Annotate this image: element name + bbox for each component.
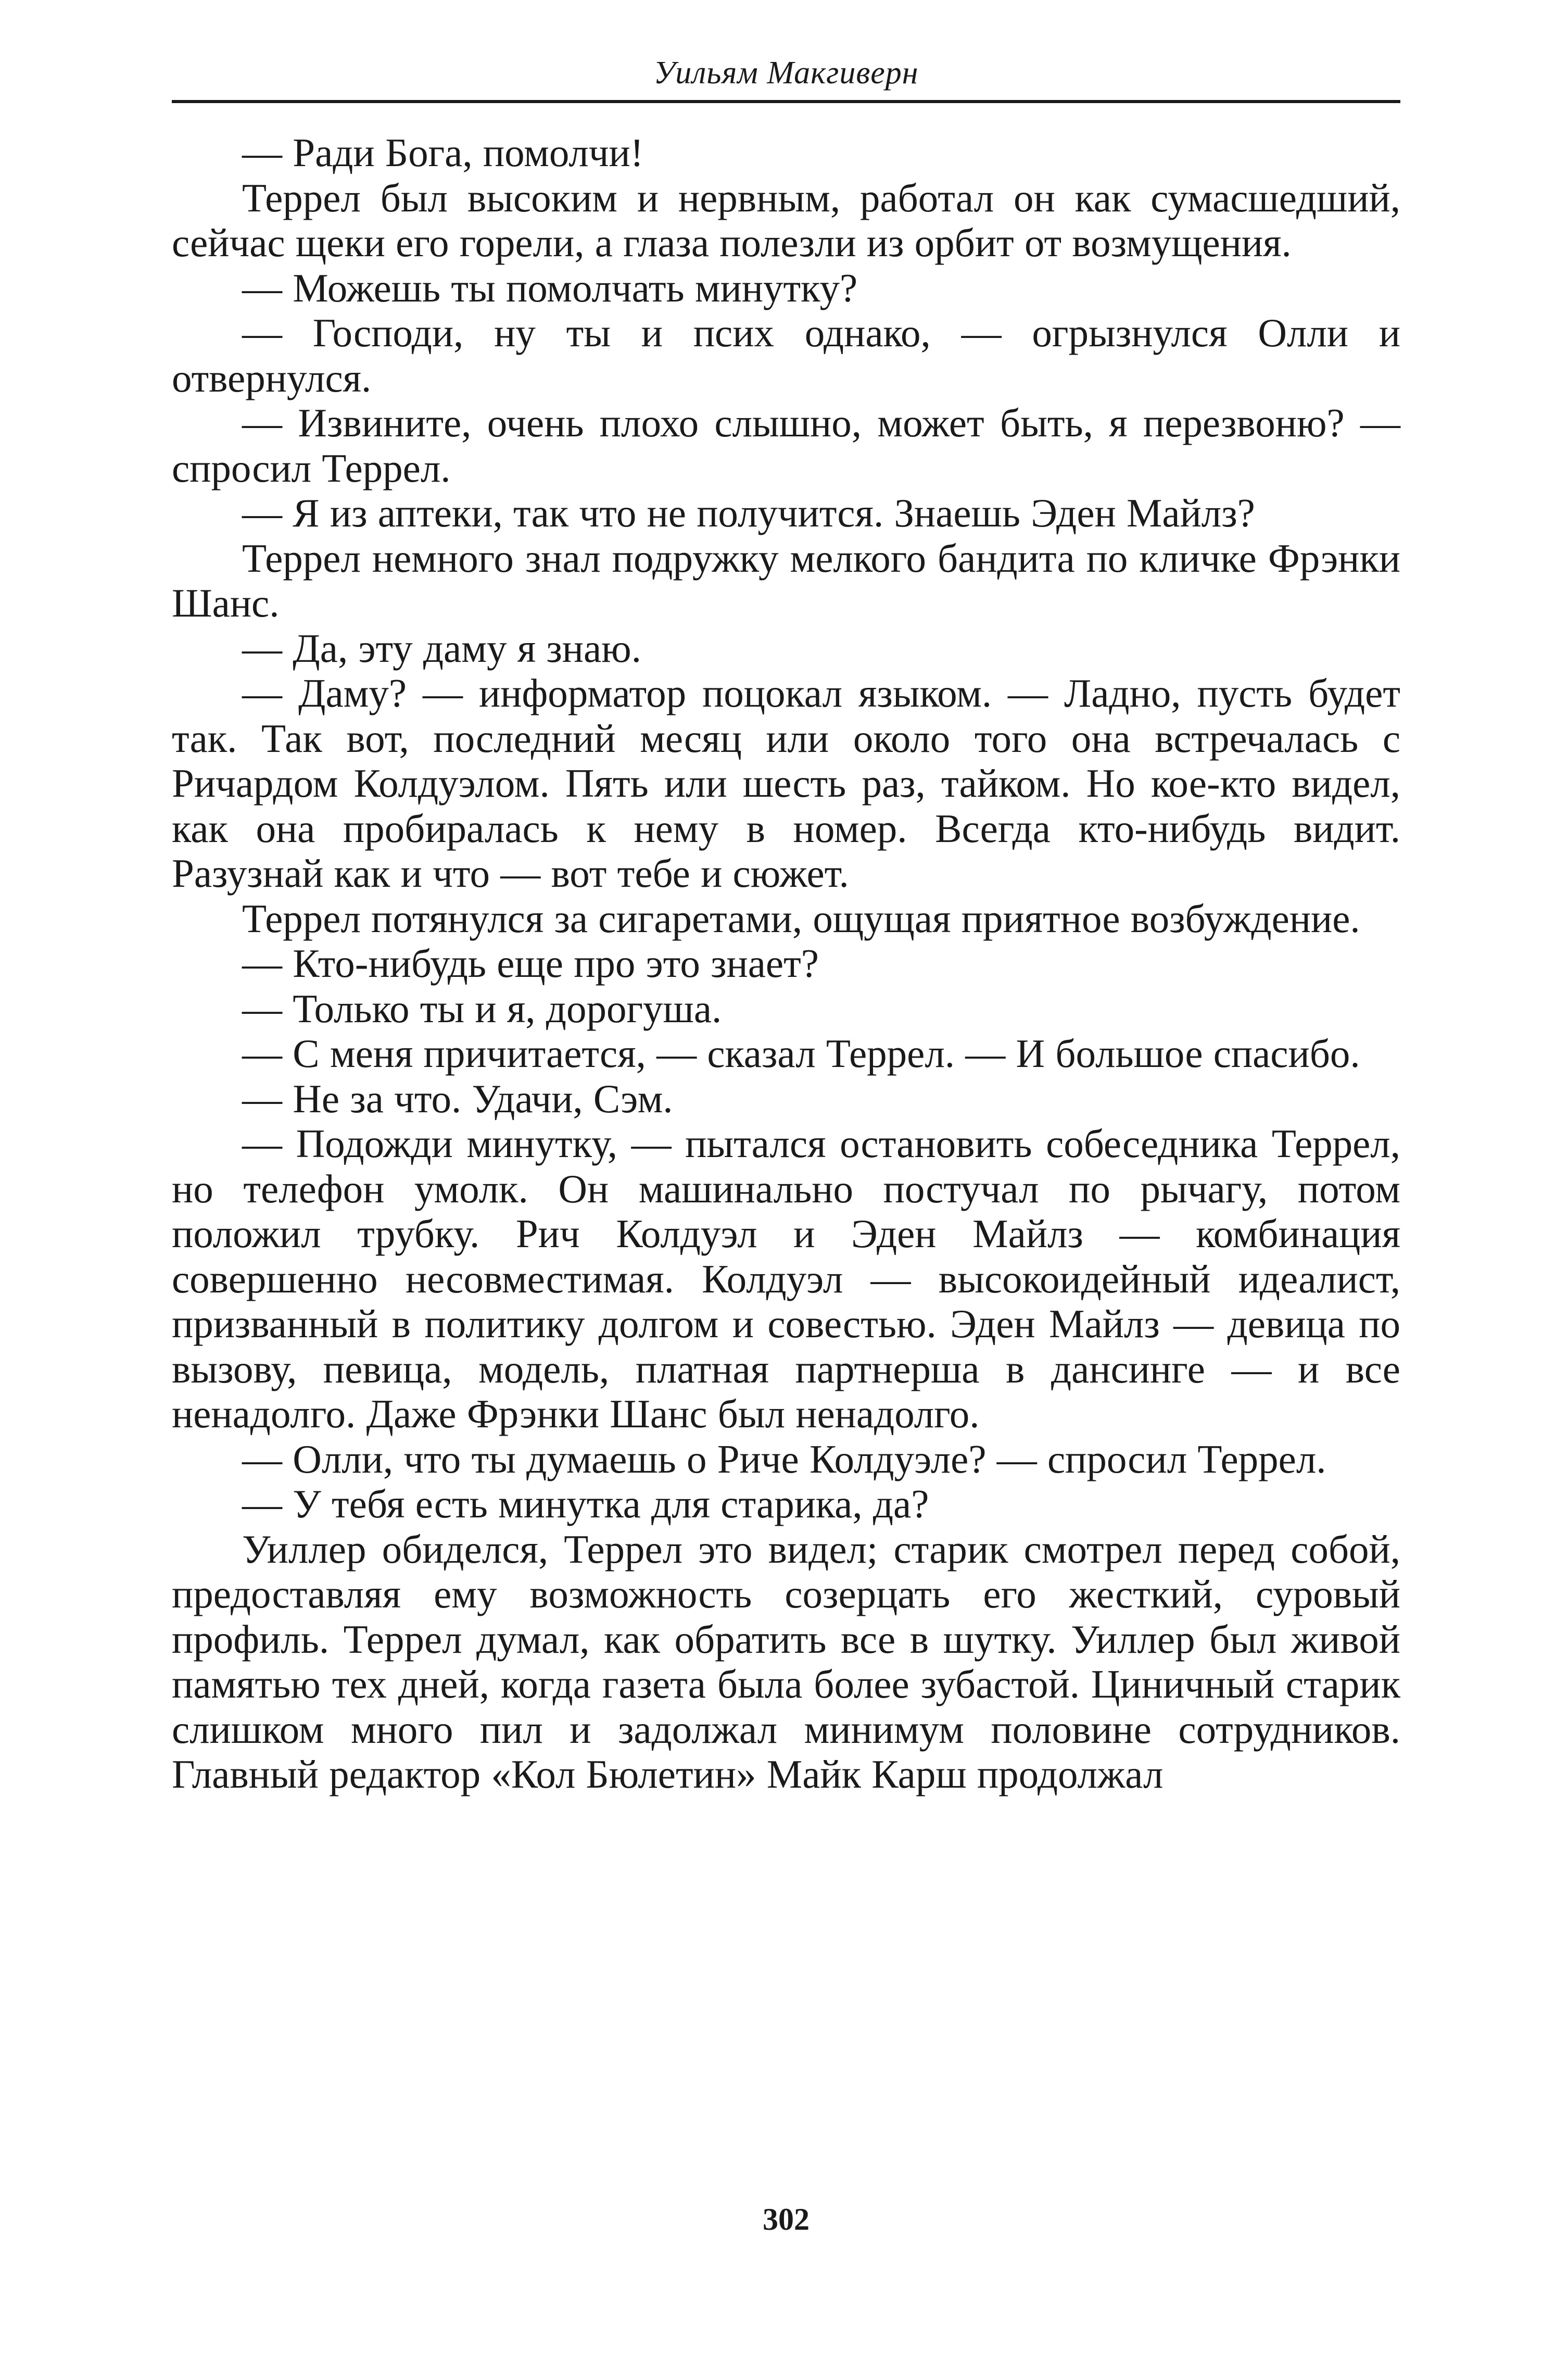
paragraph: Террел немного знал подружку мелкого бандита по кличке Фрэнки Шанс. bbox=[172, 535, 1400, 625]
page-number: 302 bbox=[763, 2202, 810, 2237]
paragraph: — Кто-нибудь еще про это знает? bbox=[242, 941, 819, 986]
paragraph: — Я из аптеки, так что не получится. Знаешь Эден Майлз? bbox=[242, 491, 1255, 535]
paragraph: — Олли, что ты думаешь о Риче Колдуэле? — спросил Террел. bbox=[242, 1436, 1326, 1481]
paragraph: — Да, эту даму я знаю. bbox=[242, 625, 641, 671]
paragraph: Террел потянулся за сигаретами, ощущая приятное возбуждение. bbox=[242, 896, 1360, 941]
paragraph: — Только ты и я, дорогуша. bbox=[242, 986, 722, 1031]
paragraph: — Можешь ты помолчать минутку? bbox=[242, 265, 858, 310]
body-text bbox=[172, 130, 1400, 1797]
paragraph: — Извините, очень плохо слышно, может быть, я перезвоню? — спросил Террел. bbox=[172, 400, 1400, 491]
paragraph: — Господи, ну ты и псих однако, — огрызнулся Олли и отвернулся. bbox=[172, 310, 1400, 400]
paragraph: Уиллер обиделся, Террел это видел; старик смотрел перед собой, предоставляя ему возможность созерцать его жесткий, суровый профиль. Террел думал, как обратить все в шутку. Уиллер был живой памятью тех дней, когда газета была более зубастой. Циничный старик слишком много пил и задолжал минимум половине сотрудников. Главный редактор «Кол Бюлетин» Майк Карш продолжал bbox=[172, 1526, 1400, 1796]
paragraph: — Даму? — информатор поцокал языком. — Ладно, пусть будет так. Так вот, последний месяц или около того она встречалась с Ричардом Колдуэлом. Пять или шесть раз, тайком. Но кое-кто видел, как она пробиралась к нему в номер. Всегда кто-нибудь видит. Разузнай как и что — вот тебе и сюжет. bbox=[172, 671, 1400, 896]
paragraph: — У тебя есть минутка для старика, да? bbox=[242, 1481, 929, 1526]
paragraph: — Подожди минутку, — пытался остановить собеседника Террел, но телефон умолк. Он машинально постучал по рычагу, потом положил трубку. Рич Колдуэл и Эден Майлз — комбинация совершенно несовместимая. Колдуэл — высокоидейный идеалист, призванный в политику долгом и совестью. Эден Майлз — девица по вызову, певица, модель, платная партнерша в дансинге — и все ненадолго. Даже Фрэнки Шанс был ненадолго. bbox=[172, 1121, 1400, 1436]
header-rule bbox=[172, 100, 1400, 103]
paragraph: — Не за что. Удачи, Сэм. bbox=[242, 1076, 673, 1121]
running-head: Уильям Макгиверн bbox=[653, 55, 919, 91]
paragraph: — Ради Бога, помолчи! bbox=[242, 130, 644, 175]
paragraph: — С меня причитается, — сказал Террел. — И большое спасибо. bbox=[242, 1031, 1360, 1076]
paragraph: Террел был высоким и нервным, работал он как сумасшедший, сейчас щеки его горели, а глаза полезли из орбит от возмущения. bbox=[172, 175, 1400, 265]
